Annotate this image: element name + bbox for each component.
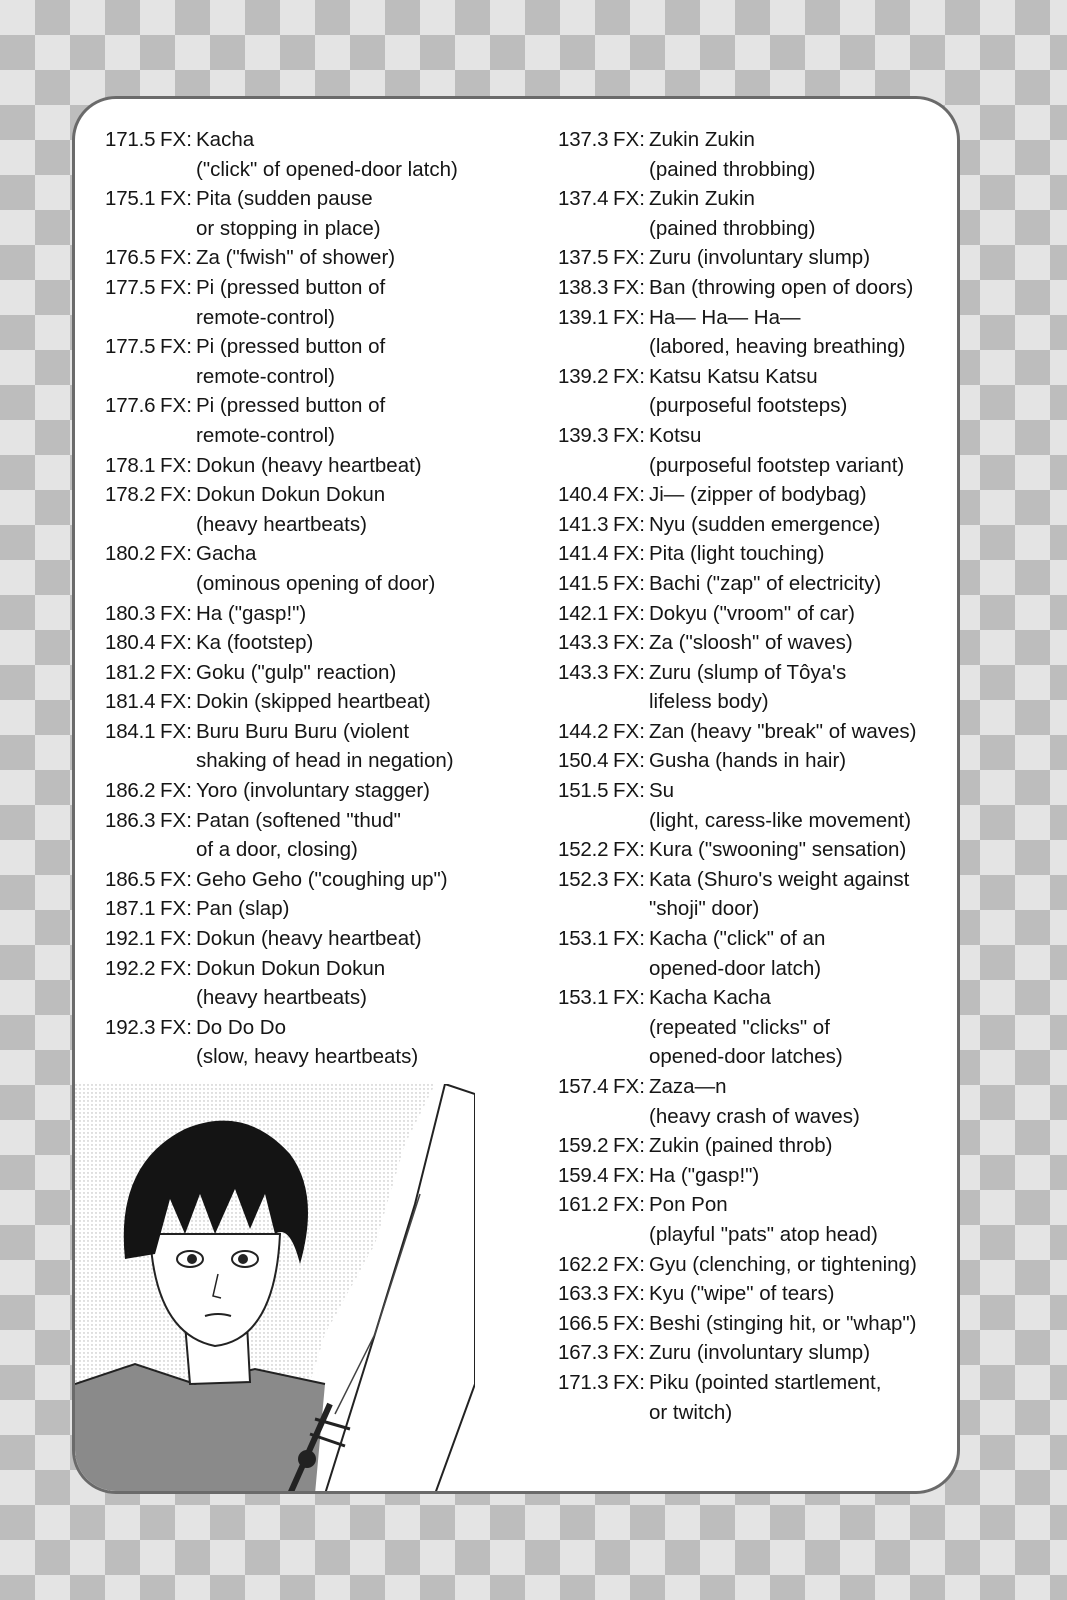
page-panel-number: 141.4 <box>558 542 609 566</box>
fx-label: FX: <box>613 483 645 507</box>
page-panel-number: 180.3 <box>105 601 156 625</box>
fx-description: Dokun Dokun Dokun (heavy heartbeats) <box>196 956 386 1010</box>
fx-entry <box>558 1072 953 1131</box>
fx-label: FX: <box>613 423 645 447</box>
page-panel-number: 137.4 <box>558 187 609 211</box>
right-column <box>558 125 953 1427</box>
fx-description: Za ("sloosh" of waves) <box>649 631 853 655</box>
fx-label: FX: <box>160 631 192 655</box>
fx-description: Dokun Dokun Dokun (heavy heartbeats) <box>196 483 386 536</box>
fx-description: Zaza—n (heavy crash of waves) <box>649 1075 860 1128</box>
fx-entry <box>558 1279 953 1309</box>
fx-label: FX: <box>160 1015 192 1039</box>
fx-entry <box>105 806 525 865</box>
fx-label: FX: <box>613 1311 645 1335</box>
fx-label: FX: <box>613 187 645 211</box>
page-panel-number: 180.2 <box>105 542 156 566</box>
fx-entry <box>105 687 525 717</box>
fx-description: Bachi ("zap" of electricity) <box>649 571 882 595</box>
fx-entry <box>558 273 953 303</box>
page-panel-number: 137.3 <box>558 128 609 151</box>
fx-entry <box>558 1161 953 1191</box>
fx-entry <box>105 539 525 598</box>
fx-entry <box>558 539 953 569</box>
fx-description: Dokin (skipped heartbeat) <box>196 690 431 714</box>
fx-description: Beshi (stinging hit, or "whap") <box>649 1311 917 1335</box>
fx-label: FX: <box>613 512 645 536</box>
page-panel-number: 187.1 <box>105 897 156 921</box>
fx-description: Zan (heavy "break" of waves) <box>649 719 917 743</box>
fx-description: Pi (pressed button of remote-control) <box>196 394 386 447</box>
fx-entry <box>105 273 525 332</box>
fx-label: FX: <box>613 1163 645 1187</box>
page-panel-number: 141.5 <box>558 571 609 595</box>
fx-entry <box>105 451 525 481</box>
fx-label: FX: <box>613 749 645 773</box>
fx-description: Kura ("swooning" sensation) <box>649 838 907 862</box>
page-panel-number: 177.5 <box>105 335 156 359</box>
fx-label: FX: <box>160 897 192 921</box>
fx-entry <box>105 391 525 450</box>
fx-label: FX: <box>613 364 645 388</box>
fx-label: FX: <box>160 394 192 418</box>
fx-description: Ha ("gasp!") <box>649 1163 760 1187</box>
fx-entry <box>558 924 953 983</box>
fx-label: FX: <box>613 1341 645 1365</box>
fx-entry <box>105 894 525 924</box>
fx-entry <box>105 717 525 776</box>
fx-label: FX: <box>613 719 645 743</box>
fx-label: FX: <box>160 779 192 803</box>
fx-label: FX: <box>160 690 192 714</box>
fx-entry <box>558 628 953 658</box>
page-panel-number: 143.3 <box>558 660 609 684</box>
fx-entry <box>558 776 953 835</box>
fx-description: Zukin (pained throb) <box>649 1134 833 1158</box>
fx-description: Ka (footstep) <box>196 631 314 655</box>
fx-description: Za ("fwish" of shower) <box>196 246 396 270</box>
fx-entry <box>105 184 525 243</box>
fx-description: Kata (Shuro's weight against "shoji" door) <box>649 867 910 921</box>
fx-label: FX: <box>160 128 192 151</box>
page-panel-number: 180.4 <box>105 631 156 655</box>
fx-entry <box>105 924 525 954</box>
fx-entry <box>558 1338 953 1368</box>
fx-label: FX: <box>613 779 645 803</box>
fx-label: FX: <box>613 838 645 862</box>
page-panel-number: 137.5 <box>558 246 609 270</box>
page-panel-number: 143.3 <box>558 631 609 655</box>
page-panel-number: 151.5 <box>558 779 609 803</box>
fx-description: Su (light, caress-like movement) <box>649 779 912 832</box>
page-panel-number: 175.1 <box>105 187 156 211</box>
page-panel-number: 141.3 <box>558 512 609 536</box>
fx-entry <box>558 569 953 599</box>
fx-description: Patan (softened "thud" of a door, closing) <box>196 808 401 862</box>
fx-label: FX: <box>160 335 192 359</box>
fx-label: FX: <box>613 660 645 684</box>
page-panel-number: 162.2 <box>558 1252 609 1276</box>
page-panel-number: 171.3 <box>558 1370 609 1394</box>
fx-description: Ha— Ha— Ha— (labored, heaving breathing) <box>649 305 906 359</box>
fx-description: Katsu Katsu Katsu (purposeful footsteps) <box>649 364 848 418</box>
fx-entry <box>105 954 525 1013</box>
page-panel-number: 177.5 <box>105 275 156 299</box>
page-panel-number: 192.1 <box>105 927 156 951</box>
fx-description: Dokyu ("vroom" of car) <box>649 601 855 625</box>
page-panel-number: 139.2 <box>558 364 609 388</box>
fx-entry <box>558 184 953 243</box>
fx-label: FX: <box>613 246 645 270</box>
page-panel-number: 186.3 <box>105 808 156 832</box>
fx-entry <box>558 362 953 421</box>
fx-description: Ha ("gasp!") <box>196 601 307 625</box>
page-panel-number: 186.5 <box>105 867 156 891</box>
fx-description: Yoro (involuntary stagger) <box>196 779 430 803</box>
fx-description: Zukin Zukin (pained throbbing) <box>649 187 816 240</box>
fx-entry <box>558 480 953 510</box>
fx-label: FX: <box>613 986 645 1010</box>
page-panel-number: 178.1 <box>105 453 156 477</box>
page-panel-number: 153.1 <box>558 927 609 951</box>
fx-label: FX: <box>613 601 645 625</box>
page-panel-number: 140.4 <box>558 483 609 507</box>
fx-entry <box>558 243 953 273</box>
page-panel-number: 163.3 <box>558 1282 609 1306</box>
fx-entry <box>558 865 953 924</box>
fx-label: FX: <box>613 1370 645 1394</box>
page-panel-number: 139.3 <box>558 423 609 447</box>
fx-description: Piku (pointed startlement, or twitch) <box>649 1370 882 1424</box>
fx-label: FX: <box>613 1252 645 1276</box>
fx-label: FX: <box>613 1134 645 1158</box>
fx-entry <box>558 1131 953 1161</box>
fx-label: FX: <box>160 483 192 507</box>
page-panel-number: 181.4 <box>105 690 156 714</box>
page-panel-number: 171.5 <box>105 128 156 151</box>
fx-entry <box>558 835 953 865</box>
fx-label: FX: <box>160 660 192 684</box>
fx-entry <box>105 1013 525 1072</box>
fx-entry <box>558 983 953 1072</box>
fx-label: FX: <box>160 187 192 211</box>
page-panel-number: 186.2 <box>105 779 156 803</box>
page-panel-number: 159.2 <box>558 1134 609 1158</box>
fx-description: Do Do Do (slow, heavy heartbeats) <box>196 1015 419 1069</box>
page-panel-number: 139.1 <box>558 305 609 329</box>
fx-description: Zukin Zukin (pained throbbing) <box>649 128 816 181</box>
fx-entry <box>105 776 525 806</box>
page-panel-number: 167.3 <box>558 1341 609 1365</box>
page-panel-number: 192.2 <box>105 956 156 980</box>
page-panel-number: 192.3 <box>105 1015 156 1039</box>
page-panel-number: 176.5 <box>105 246 156 270</box>
fx-entry <box>558 125 953 184</box>
fx-description: Kacha ("click" of opened-door latch) <box>196 128 458 181</box>
fx-description: Pi (pressed button of remote-control) <box>196 275 386 329</box>
fx-description: Nyu (sudden emergence) <box>649 512 881 536</box>
fx-label: FX: <box>160 246 192 270</box>
fx-description: Geho Geho ("coughing up") <box>196 867 448 891</box>
fx-entry <box>105 243 525 273</box>
fx-description: Gusha (hands in hair) <box>649 749 847 773</box>
fx-label: FX: <box>160 808 192 832</box>
page-panel-number: 178.2 <box>105 483 156 507</box>
fx-description: Gacha (ominous opening of door) <box>196 542 436 595</box>
fx-description: Pan (slap) <box>196 897 290 921</box>
fx-entry <box>558 510 953 540</box>
fx-description: Zuru (involuntary slump) <box>649 246 871 270</box>
fx-label: FX: <box>160 719 192 743</box>
fx-label: FX: <box>160 867 192 891</box>
fx-label: FX: <box>613 927 645 951</box>
fx-description: Ban (throwing open of doors) <box>649 275 914 299</box>
fx-label: FX: <box>613 1075 645 1098</box>
fx-entry <box>558 599 953 629</box>
page-panel-number: 152.2 <box>558 838 609 862</box>
fx-label: FX: <box>613 631 645 655</box>
fx-description: Pita (light touching) <box>649 542 825 566</box>
fx-label: FX: <box>613 1193 645 1217</box>
fx-description: Dokun (heavy heartbeat) <box>196 453 422 477</box>
fx-label: FX: <box>613 128 645 151</box>
fx-entry <box>558 717 953 747</box>
fx-label: FX: <box>613 1282 645 1306</box>
fx-label: FX: <box>613 542 645 566</box>
page-panel-number: 138.3 <box>558 275 609 299</box>
fx-entry <box>105 865 525 895</box>
fx-entry <box>105 628 525 658</box>
fx-description: Pita (sudden pause or stopping in place) <box>196 187 381 240</box>
fx-description: Gyu (clenching, or tightening) <box>649 1252 917 1276</box>
fx-entry <box>105 332 525 391</box>
fx-label: FX: <box>613 275 645 299</box>
page-panel-number: 177.6 <box>105 394 156 418</box>
fx-label: FX: <box>613 305 645 329</box>
fx-description: Pi (pressed button of remote-control) <box>196 335 386 388</box>
page-panel-number: 142.1 <box>558 601 609 625</box>
fx-label: FX: <box>160 956 192 980</box>
fx-description: Zuru (slump of Tôya's lifeless body) <box>649 660 847 714</box>
page-panel-number: 150.4 <box>558 749 609 773</box>
page-panel-number: 144.2 <box>558 719 609 743</box>
page-panel-number: 159.4 <box>558 1163 609 1187</box>
fx-description: Pon Pon (playful "pats" atop head) <box>649 1193 878 1246</box>
fx-label: FX: <box>160 927 192 951</box>
fx-entry <box>105 480 525 539</box>
fx-description: Kacha Kacha (repeated "clicks" of opened-door latches) <box>649 986 843 1069</box>
fx-description: Buru Buru Buru (violent shaking of head in negation) <box>196 719 454 773</box>
fx-entry <box>558 1368 953 1427</box>
fx-entry <box>558 746 953 776</box>
fx-label: FX: <box>160 453 192 477</box>
fx-description: Kotsu (purposeful footstep variant) <box>649 423 905 477</box>
fx-label: FX: <box>160 601 192 625</box>
glossary-panel <box>72 96 960 1494</box>
fx-entry <box>105 658 525 688</box>
fx-label: FX: <box>613 571 645 595</box>
page-panel-number: 157.4 <box>558 1075 609 1098</box>
fx-entry <box>558 1190 953 1249</box>
fx-label: FX: <box>613 867 645 891</box>
fx-entry <box>558 303 953 362</box>
page-panel-number: 184.1 <box>105 719 156 743</box>
fx-description: Kyu ("wipe" of tears) <box>649 1282 835 1306</box>
fx-description: Dokun (heavy heartbeat) <box>196 927 422 951</box>
fx-entry <box>558 1309 953 1339</box>
fx-entry <box>105 125 525 184</box>
fx-label: FX: <box>160 542 192 566</box>
page-panel-number: 181.2 <box>105 660 156 684</box>
fx-entry <box>558 1250 953 1280</box>
fx-description: Goku ("gulp" reaction) <box>196 660 397 684</box>
fx-entry <box>558 421 953 480</box>
page-panel-number: 166.5 <box>558 1311 609 1335</box>
page-panel-number: 153.1 <box>558 986 609 1010</box>
fx-description: Ji— (zipper of bodybag) <box>649 483 867 507</box>
fx-description: Zuru (involuntary slump) <box>649 1341 871 1365</box>
fx-label: FX: <box>160 275 192 299</box>
fx-entry <box>105 599 525 629</box>
left-column <box>105 125 525 1072</box>
page-panel-number: 152.3 <box>558 867 609 891</box>
fx-description: Kacha ("click" of an opened-door latch) <box>649 927 826 980</box>
fx-entry <box>558 658 953 717</box>
page-panel-number: 161.2 <box>558 1193 609 1217</box>
manga-illustration <box>75 1084 475 1494</box>
